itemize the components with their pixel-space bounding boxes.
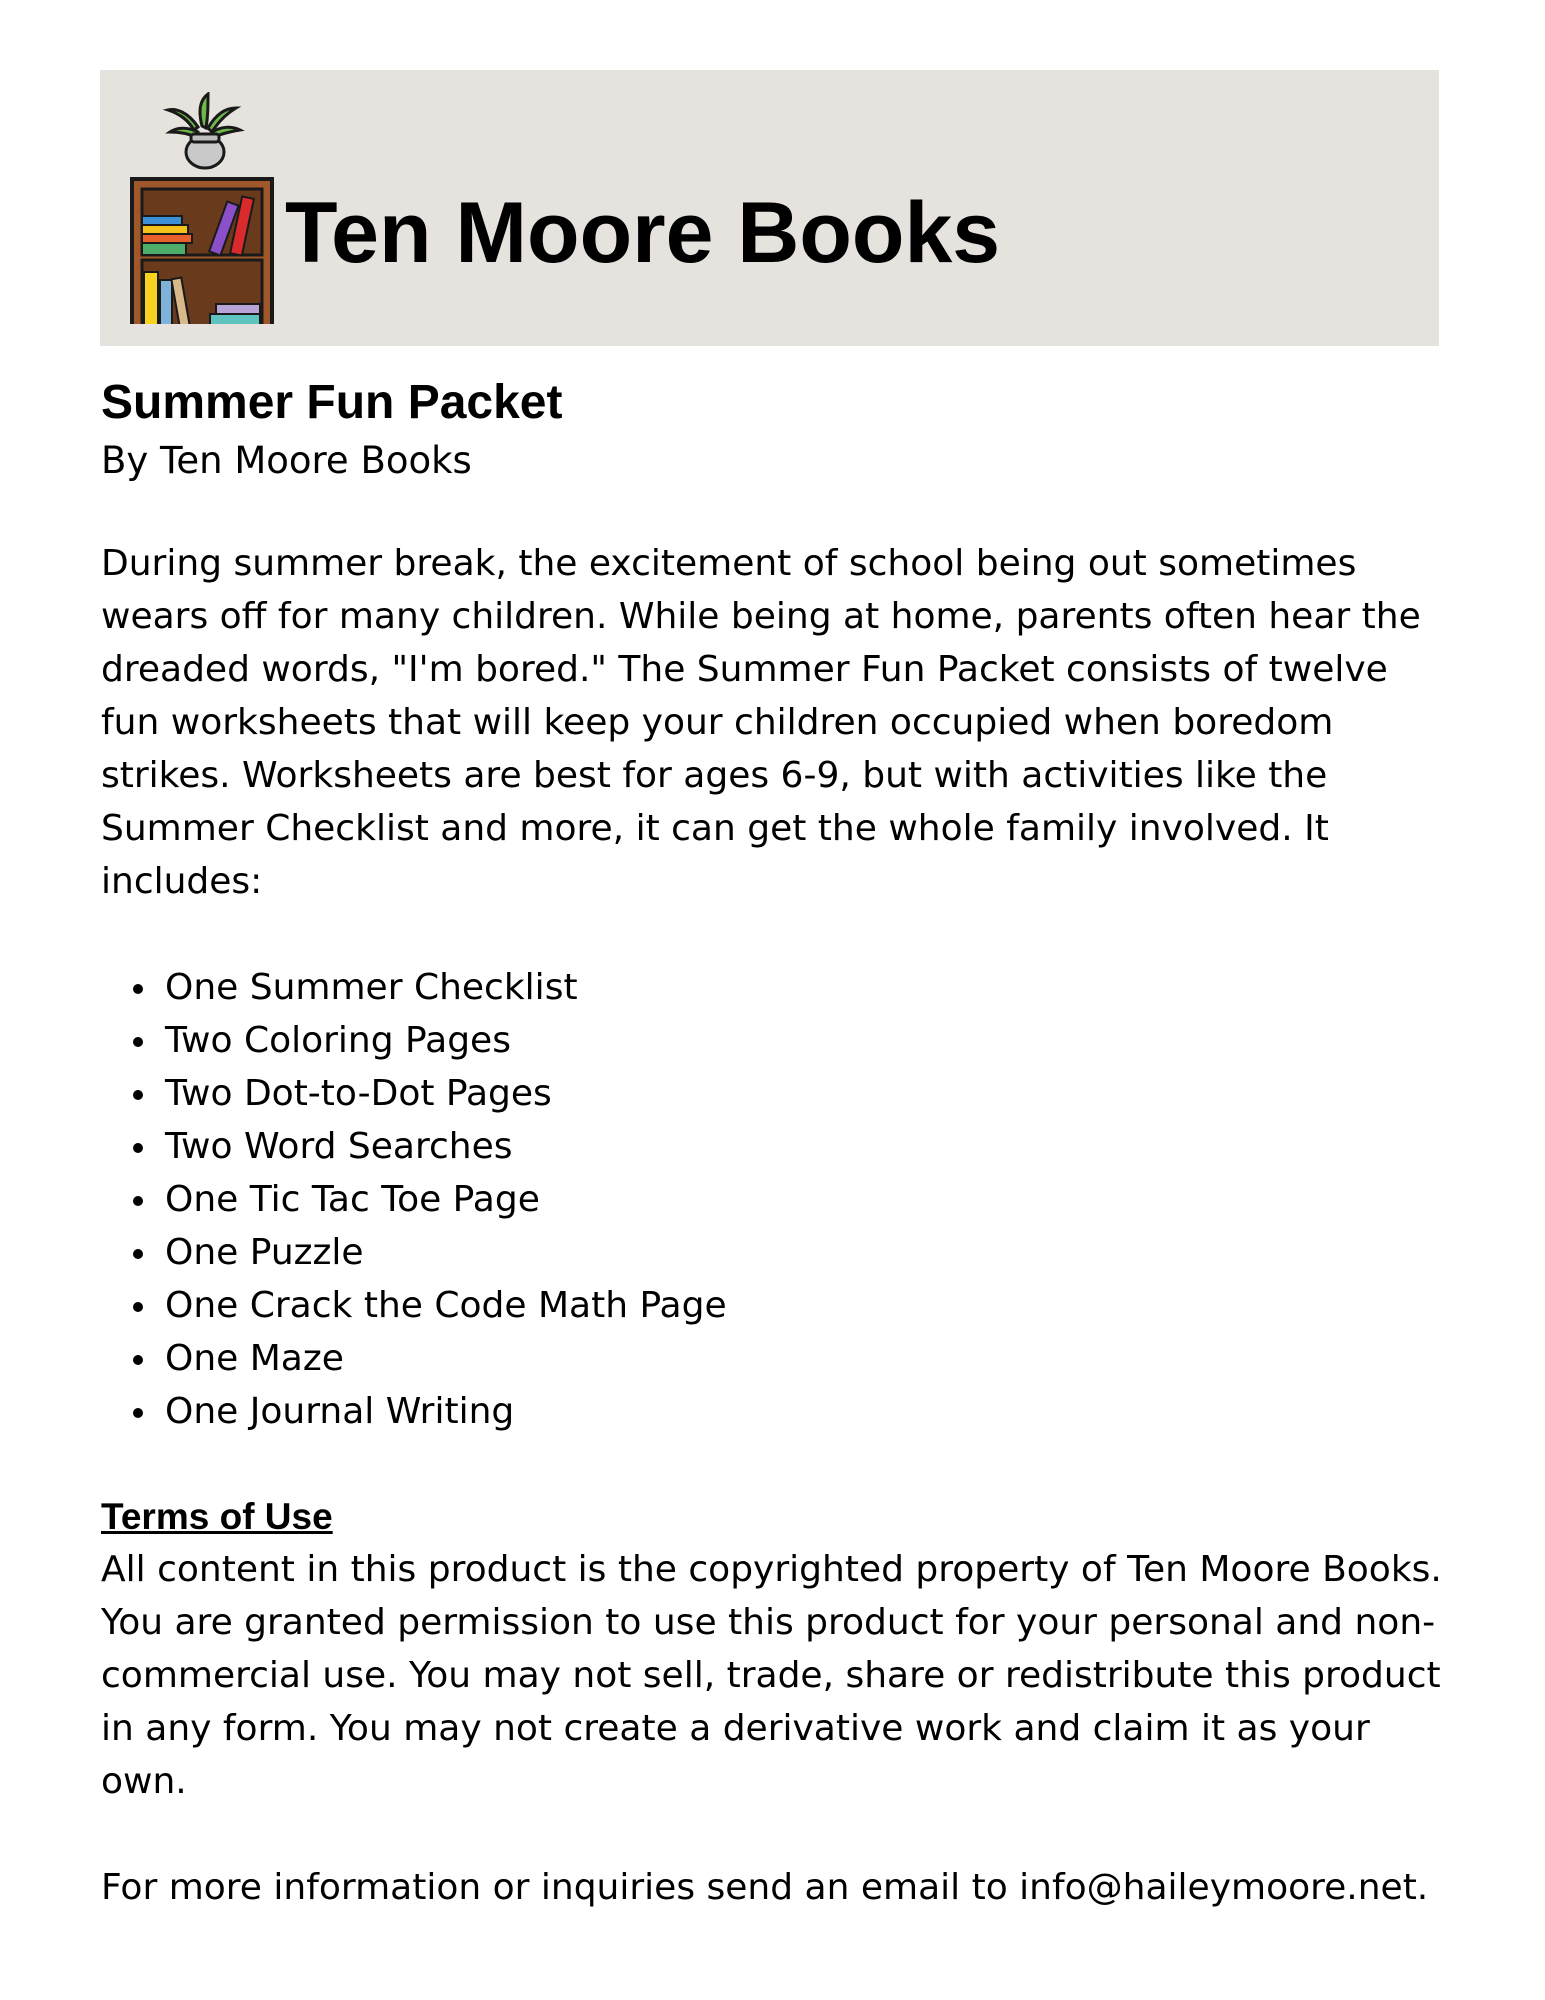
bullet-icon	[133, 1143, 143, 1153]
page-content	[101, 373, 1446, 1914]
list-item-text: Two Word Searches	[165, 1126, 513, 1167]
bullet-icon	[133, 1355, 143, 1365]
list-item-text: One Tic Tac Toe Page	[165, 1179, 540, 1220]
terms-heading: Terms of Use	[101, 1496, 333, 1537]
includes-list	[101, 961, 1446, 1438]
list-item-text: One Summer Checklist	[165, 967, 578, 1008]
list-item-text: Two Dot-to-Dot Pages	[165, 1073, 552, 1114]
bullet-icon	[133, 1408, 143, 1418]
bullet-icon	[133, 1037, 143, 1047]
list-item	[101, 961, 1446, 1014]
list-item	[101, 1332, 1446, 1385]
terms-body: All content in this product is the copyrighted property of Ten Moore Books. You are granted permission to use this product for your personal and non-commercial use. You may not sell, trade, share or redistribute this product in any form. You may not create a derivative work and claim it as your own.	[101, 1549, 1442, 1802]
bookshelf-with-plant-icon	[128, 92, 278, 324]
bullet-icon	[133, 1302, 143, 1312]
list-item	[101, 1226, 1446, 1279]
list-item	[101, 1173, 1446, 1226]
contact-info: For more information or inquiries send an email to info@haileymoore.net.	[101, 1867, 1429, 1908]
list-item-text: Two Coloring Pages	[165, 1020, 511, 1061]
list-item-text: One Puzzle	[165, 1232, 364, 1273]
list-item-text: One Journal Writing	[165, 1391, 515, 1432]
list-item	[101, 1014, 1446, 1067]
list-item	[101, 1067, 1446, 1120]
list-item	[101, 1385, 1446, 1438]
bullet-icon	[133, 1196, 143, 1206]
bullet-icon	[133, 984, 143, 994]
header-banner	[100, 70, 1439, 346]
list-item-text: One Maze	[165, 1338, 344, 1379]
list-item-text: One Crack the Code Math Page	[165, 1285, 727, 1326]
product-title: Summer Fun Packet	[101, 376, 563, 429]
brand-title: Ten Moore Books	[285, 185, 1001, 281]
list-item	[101, 1120, 1446, 1173]
list-item	[101, 1279, 1446, 1332]
bullet-icon	[133, 1249, 143, 1259]
product-description: During summer break, the excitement of school being out sometimes wears off for many children. While being at home, parents often hear the dreaded words, "I'm bored." The Summer Fun Packet consists of twelve fun worksheets that will keep your children occupied when boredom strikes. Worksheets are best for ages 6-9, but with activities like the Summer Checklist and more, it can get the whole family involved. It includes:	[101, 543, 1421, 902]
bullet-icon	[133, 1090, 143, 1100]
product-byline: By Ten Moore Books	[101, 439, 472, 482]
